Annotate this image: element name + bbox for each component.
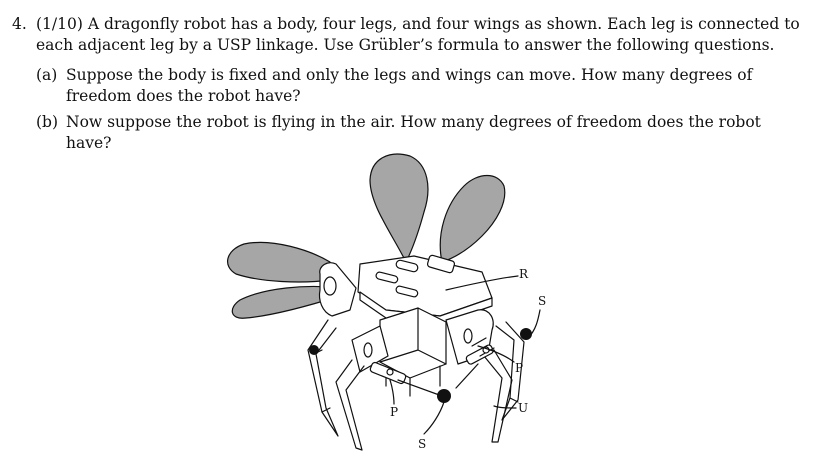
problem-parts bbox=[12, 65, 802, 154]
joint-bottom bbox=[437, 389, 451, 403]
leg-left-rear bbox=[308, 320, 338, 436]
label-s-right: S bbox=[538, 294, 547, 308]
label-r: R bbox=[519, 267, 529, 281]
problem-text: (1/10) A dragonfly robot has a body, four legs, and four wings as shown. Each leg is connected to each adjacent leg by a USP linkage. Use Grübler’s formula to answer the following questions. bbox=[36, 15, 800, 54]
dragonfly-robot-figure bbox=[210, 150, 570, 472]
label-p-right: P bbox=[515, 361, 524, 375]
part-a-text: Suppose the body is fixed and only the legs and wings can move. How many degrees of freedom does the robot have? bbox=[66, 66, 753, 105]
part-b-text: Now suppose the robot is flying in the air. How many degrees of freedom does the robot have? bbox=[66, 113, 761, 152]
wing-left-upper bbox=[228, 242, 330, 282]
joint-right bbox=[520, 328, 532, 340]
label-s-bottom: S bbox=[418, 437, 427, 451]
problem-number: 4. bbox=[12, 15, 27, 33]
leader-s-bottom bbox=[424, 402, 444, 434]
problem-stem bbox=[12, 14, 802, 56]
part-a-label: (a) bbox=[36, 66, 58, 84]
label-u: U bbox=[518, 401, 529, 415]
leg-right-front bbox=[484, 350, 512, 442]
label-p-bottom: P bbox=[390, 405, 399, 419]
part-b bbox=[36, 112, 802, 154]
dragonfly-robot-drawing bbox=[210, 150, 570, 472]
part-b-label: (b) bbox=[36, 113, 59, 131]
body-block bbox=[380, 308, 446, 378]
wing-top-right bbox=[440, 176, 505, 263]
joint-left bbox=[309, 345, 319, 355]
leg-left-front bbox=[336, 360, 364, 450]
leader-p-bottom bbox=[390, 380, 394, 404]
part-a bbox=[36, 65, 802, 107]
problem-4 bbox=[12, 14, 802, 159]
wing-top-left bbox=[370, 154, 428, 262]
